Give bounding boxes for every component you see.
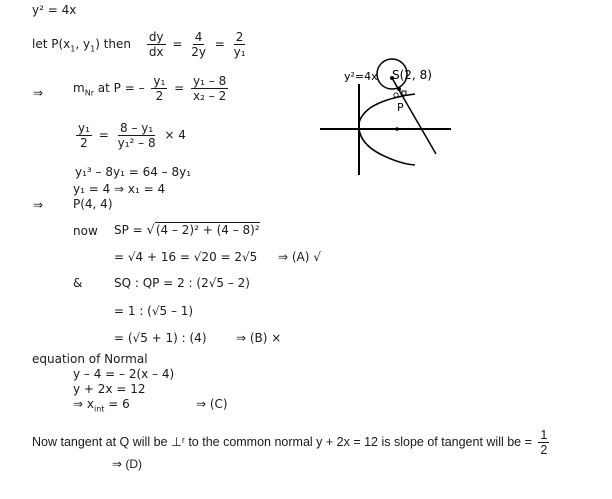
answer-d: ⇒ (D): [112, 457, 143, 471]
implies-arrow: ⇒: [33, 198, 44, 212]
answer-c: ⇒ (C): [196, 397, 228, 411]
point-s-label: S(2, 8): [392, 68, 432, 82]
line-sp: SP = √(4 – 2)² + (4 – 8)²: [114, 223, 260, 238]
answer-b: ⇒ (B) ×: [236, 331, 282, 345]
implies-arrow: ⇒: [33, 86, 44, 100]
point-p-label: P: [397, 101, 404, 114]
line-ratio: SQ : QP = 2 : (2√5 – 2): [114, 276, 250, 290]
heading-normal: equation of Normal: [32, 352, 148, 366]
line-point-p: P(4, 4): [73, 197, 113, 211]
line-normal-slope: $m_{Nr}$ at P = – $\frac{\text{y₁}}{2}$ = $\frac{\text{y₁ – 8}}{\text{x₂ – 2}}$: [73, 74, 227, 103]
line-normal-eq-2: y + 2x = 12: [73, 382, 146, 396]
line-y1-value: y₁ = 4 ⇒ x₁ = 4: [73, 182, 166, 196]
answer-a: ⇒ (A) √: [278, 250, 321, 264]
line-equation-y1: $\frac{\text{y₁}}{2}$ = $\frac{\text{8 – y₁}}{\text{y₁² – 8}}$ × 4: [78, 121, 186, 150]
line-x-intercept: ⇒ $x_{int} = 6$: [73, 397, 130, 414]
label-now: now: [73, 224, 98, 238]
line-tangent: Now tangent at Q will be ⊥ʳ to the common normal y + 2x = 12 is slope of tangent will be = $\frac{1}{2}$: [32, 428, 548, 457]
curve-label: y²=4x: [344, 70, 378, 83]
line-cubic: y₁³ – 8y₁ = 64 – 8y₁: [75, 165, 192, 179]
line-curve-eq: y² = 4x: [32, 3, 77, 17]
line-ratio-2: = 1 : (√5 – 1): [114, 304, 194, 318]
parabola-figure: [300, 50, 470, 210]
line-ratio-3: = (√5 + 1) : (4): [114, 331, 207, 345]
line-normal-eq: y – 4 = – 2(x – 4): [73, 367, 175, 381]
line-derivative: let $P(x_1$, $y_1$) then $\frac{dy}{dx}$ = $\frac{4}{2y}$ = $\frac{2}{\text{y₁}}$: [32, 30, 246, 59]
line-sp-value: = √4 + 16 = √20 = 2√5: [114, 250, 258, 264]
label-and: &: [73, 276, 83, 290]
